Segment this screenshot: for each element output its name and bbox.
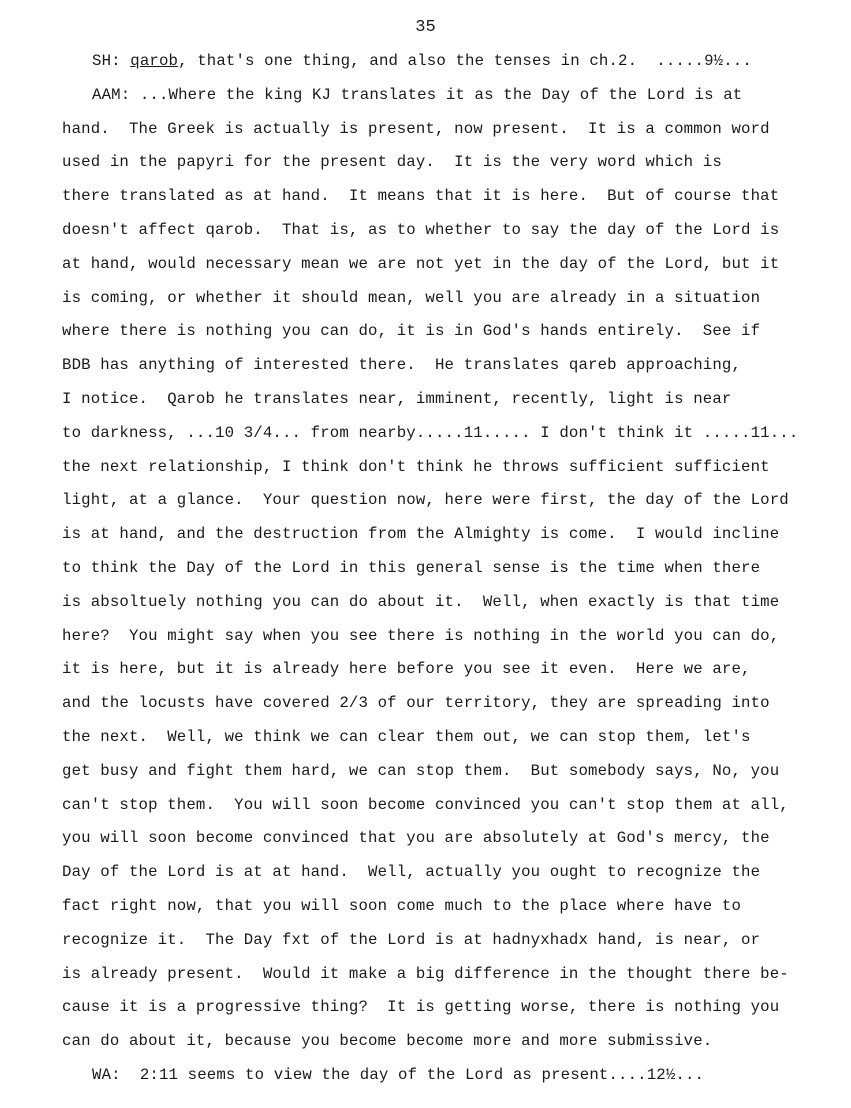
text-line: to darkness, ...10 3/4... from nearby.....11..... I don't think it .....11... xyxy=(62,423,799,442)
text-line: it is here, but it is already here before you see it even. Here we are, xyxy=(62,660,751,679)
text-line: cause it is a progressive thing? It is getting worse, there is nothing you xyxy=(62,998,780,1017)
text-line: used in the papyri for the present day. It is the very word which is xyxy=(62,153,722,172)
text-line: here? You might say when you see there is nothing in the world you can do, xyxy=(62,626,780,645)
text-line: light, at a glance. Your question now, here were first, the day of the Lord xyxy=(62,491,789,510)
text-line: get busy and fight them hard, we can stop them. But somebody says, No, you xyxy=(62,761,780,780)
text-line: WA: 2:11 seems to view the day of the Lord as present....12½... xyxy=(92,1066,705,1084)
text-line: AAM: ...Where the king KJ translates it as the Day of the Lord is at xyxy=(92,85,743,104)
text-line: can't stop them. You will soon become convinced you can't stop them at all, xyxy=(62,795,789,814)
text-line: the next. Well, we think we can clear them out, we can stop them, let's xyxy=(62,728,751,746)
text-line: where there is nothing you can do, it is in God's hands entirely. See if xyxy=(62,322,761,341)
text-line: you will soon become convinced that you are absolutely at God's mercy, the xyxy=(62,829,770,848)
text-line: hand. The Greek is actually is present, now present. It is a common word xyxy=(62,119,770,138)
page-number: 35 xyxy=(415,18,436,37)
text-line: and the locusts have covered 2/3 of our territory, they are spreading into xyxy=(62,694,770,713)
text-line: SH: qarob, that's one thing, and also the tenses in ch.2. .....9½... xyxy=(92,52,752,70)
underlined-word: qarob xyxy=(130,52,179,70)
text-line: recognize it. The Day fxt of the Lord is at hadnyxhadx hand, is near, or xyxy=(62,930,761,949)
text-line: BDB has anything of interested there. He translates qareb approaching, xyxy=(62,356,742,375)
text-line: is absoltuely nothing you can do about it. Well, when exactly is that time xyxy=(62,592,780,611)
text-line: fact right now, that you will soon come much to the place where have to xyxy=(62,897,742,915)
text-line: is already present. Would it make a big difference in the thought there be- xyxy=(62,964,789,983)
text-line: at hand, would necessary mean we are not yet in the day of the Lord, but it xyxy=(62,254,780,273)
text-line: is coming, or whether it should mean, well you are already in a situation xyxy=(62,288,761,307)
text-line: can do about it, because you become become more and more submissive. xyxy=(62,1032,713,1051)
text-line: Day of the Lord is at at hand. Well, actually you ought to recognize the xyxy=(62,863,761,882)
text-line: to think the Day of the Lord in this general sense is the time when there xyxy=(62,559,761,577)
text-line: there translated as at hand. It means that it is here. But of course that xyxy=(62,187,780,206)
text-line: doesn't affect qarob. That is, as to whether to say the day of the Lord is xyxy=(62,221,780,239)
text-line: the next relationship, I think don't think he throws sufficient sufficient xyxy=(62,457,770,476)
text-line: is at hand, and the destruction from the Almighty is come. I would incline xyxy=(62,525,780,544)
text-line: I notice. Qarob he translates near, imminent, recently, light is near xyxy=(62,390,732,408)
